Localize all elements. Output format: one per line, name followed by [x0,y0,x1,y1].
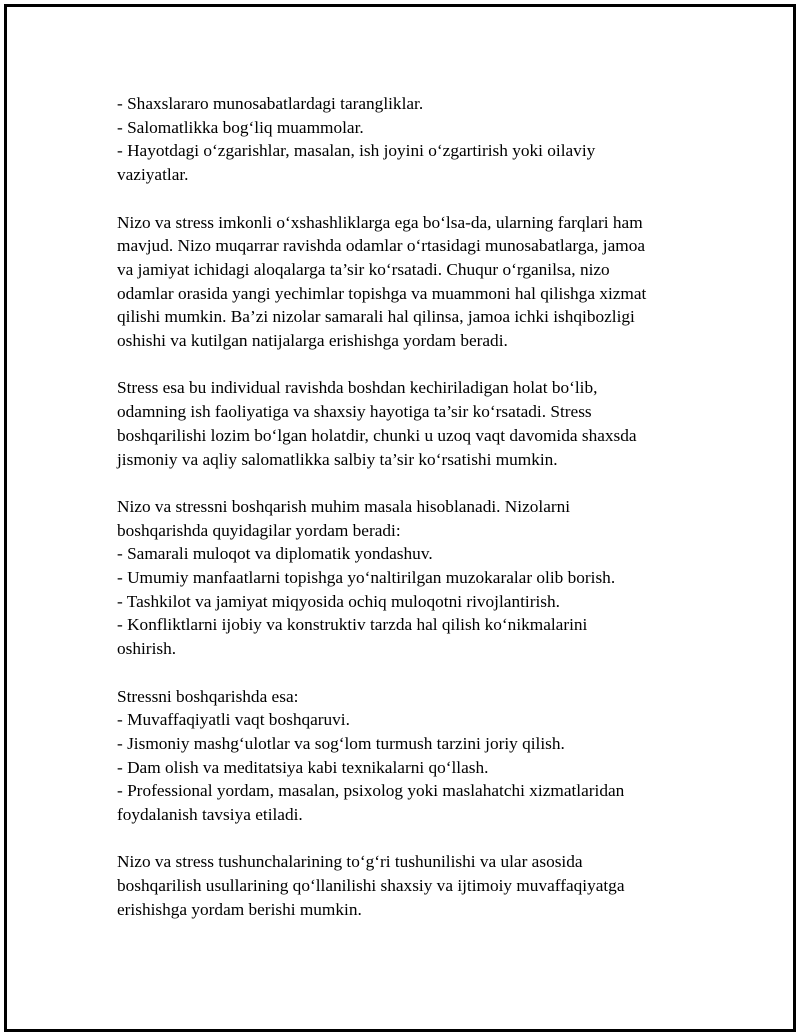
text-line: Stress esa bu individual ravishda boshdan kechiriladigan holat bo‘lib, [117,378,598,398]
text-line: jismoniy va aqliy salomatlikka salbiy ta’sir ko‘rsatishi mumkin. [117,449,558,469]
text-line: mavjud. Nizo muqarrar ravishda odamlar o‘rtasidagi munosabatlarga, jamoa [117,236,646,256]
text-line: - Hayotdagi o‘zgarishlar, masalan, ish joyini o‘zgartirish yoki oilaviy [117,141,596,161]
text-line: odamlar orasida yangi yechimlar topishga va muammoni hal qilishga xizmat [117,283,647,303]
paragraph-conflict-vs-stress [117,211,697,353]
list-item: - Muvaffaqiyatli vaqt boshqaruvi. [117,710,350,730]
text-line: - Shaxslararo munosabatlardagi tarangliklar. [117,94,424,113]
paragraph-stress-management [117,685,697,827]
paragraph-stress [117,376,697,471]
paragraph-list-continuation [117,92,697,187]
list-item: - Professional yordam, masalan, psixolog yoki maslahatchi xizmatlaridan [117,781,625,801]
list-item: - Umumiy manfaatlarni topishga yo‘naltirilgan muzokaralar olib borish. [117,568,616,588]
paragraph-conflict-management [117,495,697,661]
paragraph-conclusion [117,850,697,921]
text-line: qilishi mumkin. Ba’zi nizolar samarali hal qilinsa, jamoa ichki ishqibozligi [117,307,635,327]
text-line: odamning ish faoliyatiga va shaxsiy hayotiga ta’sir ko‘rsatadi. Stress [117,402,592,422]
list-item: - Samarali muloqot va diplomatik yondashuv. [117,544,433,564]
text-line: Nizo va stress tushunchalarining to‘g‘ri tushunilishi va ular asosida [117,852,583,872]
list-item: - Konfliktlarni ijobiy va konstruktiv tarzda hal qilish ko‘nikmalarini [117,615,588,635]
text-line: boshqarilishi lozim bo‘lgan holatdir, chunki u uzoq vaqt davomida shaxsda [117,425,637,445]
text-line: Nizo va stress imkonli o‘xshashliklarga ega bo‘lsa-da, ularning farqlari ham [117,212,643,232]
text-line: va jamiyat ichidagi aloqalarga ta’sir ko‘rsatadi. Chuqur o‘rganilsa, nizo [117,259,610,279]
list-item: - Jismoniy mashg‘ulotlar va sog‘lom turmush tarzini joriy qilish. [117,733,565,753]
list-item: - Dam olish va meditatsiya kabi texnikalarni qo‘llash. [117,757,489,777]
text-line: foydalanish tavsiya etiladi. [117,805,303,825]
text-line: vaziyatlar. [117,165,189,185]
text-line: oshirish. [117,639,177,659]
document-body [117,92,697,922]
text-line: Stressni boshqarishda esa: [117,686,299,706]
list-item: - Tashkilot va jamiyat miqyosida ochiq muloqotni rivojlantirish. [117,591,560,611]
text-line: Nizo va stressni boshqarish muhim masala hisoblanadi. Nizolarni [117,496,571,516]
text-line: boshqarishda quyidagilar yordam beradi: [117,520,401,540]
text-line: erishishga yordam berishi mumkin. [117,899,362,919]
text-line: boshqarilish usullarining qo‘llanilishi shaxsiy va ijtimoiy muvaffaqiyatga [117,876,625,896]
text-line: oshishi va kutilgan natijalarga erishishga yordam beradi. [117,331,508,351]
text-line: - Salomatlikka bog‘liq muammolar. [117,117,364,137]
